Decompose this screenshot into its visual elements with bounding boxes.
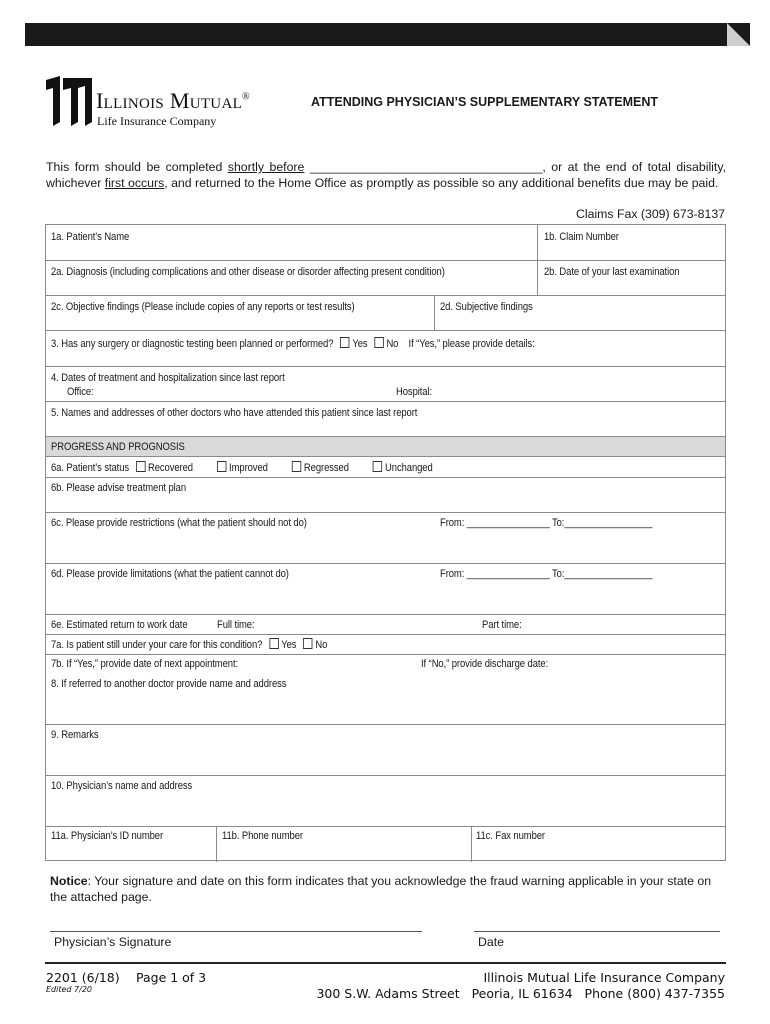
checkbox-regressed[interactable] — [292, 461, 301, 472]
field-6e-return-to-work: 6e. Estimated return to work date — [51, 619, 188, 631]
field-6b-treatment-plan[interactable]: 6b. Please advise treatment plan — [51, 482, 187, 494]
claims-fax: Claims Fax (309) 673-8137 — [576, 207, 725, 221]
edited-date: Edited 7/20 — [46, 985, 92, 994]
checkbox-recovered[interactable] — [136, 461, 145, 472]
field-6c-from-to[interactable]: From: ________________ To:_________________ — [440, 517, 653, 529]
field-7b-discharge-date[interactable]: If “No,” provide discharge date: — [421, 658, 549, 670]
field-6e-part-time[interactable]: Part time: — [482, 619, 522, 631]
signature-line[interactable] — [50, 931, 422, 932]
field-4-office[interactable]: Office: — [67, 386, 94, 398]
field-6c-restrictions[interactable]: 6c. Please provide restrictions (what the patient should not do) — [51, 517, 307, 529]
company-subtitle: Life Insurance Company — [97, 114, 217, 128]
checkbox-7a-yes[interactable] — [269, 638, 278, 649]
field-7b-next-appointment[interactable]: 7b. If “Yes,” provide date of next appointment: — [51, 658, 239, 670]
field-6a-patient-status: 6a. Patient’s status Recovered Improved Regressed Unchanged — [51, 462, 433, 474]
date-line[interactable] — [474, 931, 720, 932]
section-progress-prognosis: PROGRESS AND PROGNOSIS — [51, 441, 185, 453]
footer-company: Illinois Mutual Life Insurance Company — [483, 970, 725, 985]
field-9-remarks[interactable]: 9. Remarks — [51, 729, 99, 741]
field-11a-physician-id[interactable]: 11a. Physician’s ID number — [51, 830, 164, 842]
header-bar-corner — [727, 23, 750, 46]
field-1a-patient-name[interactable]: 1a. Patient’s Name — [51, 231, 130, 243]
form-grid — [45, 224, 726, 861]
checkbox-3-yes[interactable] — [340, 337, 349, 348]
checkbox-7a-no[interactable] — [303, 638, 312, 649]
page-number: Page 1 of 3 — [136, 970, 207, 985]
company-name: Illinois Mutual® — [96, 88, 250, 113]
intro-paragraph: This form should be completed shortly before __________________________________, or at the end of total disability, whichever first occurs, and returned to the Home Office as promptly as possible so any additional benefits due may be paid. — [46, 160, 726, 190]
field-6d-from-to[interactable]: From: ________________ To:_________________ — [440, 568, 653, 580]
field-11b-phone[interactable]: 11b. Phone number — [222, 830, 303, 842]
field-3-surgery-question: 3. Has any surgery or diagnostic testing been planned or performed? Yes No If “Yes,” please provide details: — [51, 338, 535, 350]
form-title: ATTENDING PHYSICIAN’S SUPPLEMENTARY STATEMENT — [311, 95, 659, 109]
date-label: Date — [478, 935, 504, 949]
footer-address: 300 S.W. Adams Street Peoria, IL 61634 Phone (800) 437-7355 — [316, 986, 725, 1001]
field-1b-claim-number[interactable]: 1b. Claim Number — [544, 231, 619, 243]
field-2d-subjective-findings[interactable]: 2d. Subjective findings — [440, 301, 533, 313]
checkbox-unchanged[interactable] — [373, 461, 382, 472]
form-number: 2201 (6/18) — [46, 970, 120, 985]
field-11c-fax[interactable]: 11c. Fax number — [476, 830, 546, 842]
field-2b-last-exam-date[interactable]: 2b. Date of your last examination — [544, 266, 680, 278]
field-6e-full-time[interactable]: Full time: — [217, 619, 255, 631]
field-2c-objective-findings[interactable]: 2c. Objective findings (Please include copies of any reports or test results) — [51, 301, 355, 313]
footer-rule — [45, 962, 726, 964]
physician-signature-label: Physician’s Signature — [54, 935, 172, 949]
field-10-physician-name-address[interactable]: 10. Physician’s name and address — [51, 780, 193, 792]
field-2a-diagnosis[interactable]: 2a. Diagnosis (including complications and other disease or disorder affecting present condition) — [51, 266, 445, 278]
field-4-treatment-dates: 4. Dates of treatment and hospitalization since last report — [51, 372, 285, 384]
field-4-hospital[interactable]: Hospital: — [396, 386, 433, 398]
checkbox-improved[interactable] — [217, 461, 226, 472]
notice-text: Notice: Your signature and date on this form indicates that you acknowledge the fraud warning applicable in your state on the attached page. — [50, 874, 712, 904]
checkbox-3-no[interactable] — [374, 337, 383, 348]
field-6d-limitations[interactable]: 6d. Please provide limitations (what the patient cannot do) — [51, 568, 289, 580]
field-8-referral[interactable]: 8. If referred to another doctor provide name and address — [51, 678, 287, 690]
field-5-other-doctors[interactable]: 5. Names and addresses of other doctors who have attended this patient since last report — [51, 407, 418, 419]
company-logo — [44, 76, 264, 132]
field-7a-under-care: 7a. Is patient still under your care for this condition? Yes No — [51, 639, 328, 651]
header-bar — [25, 23, 750, 46]
logo-mark-icon — [44, 76, 94, 126]
